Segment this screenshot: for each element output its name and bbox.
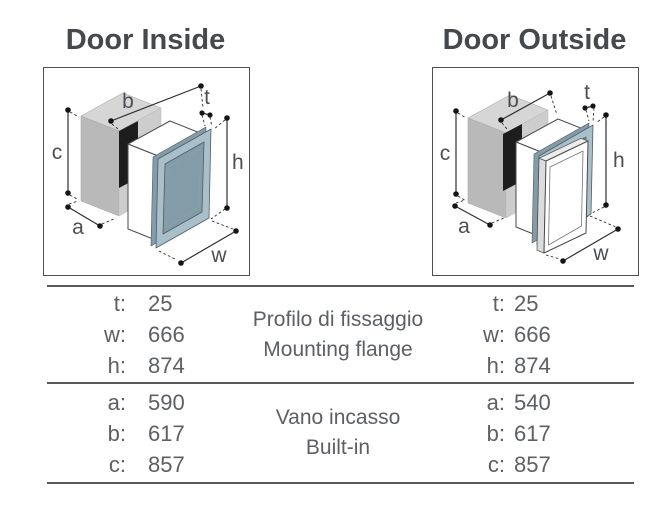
- outside-flange-values: [429, 287, 634, 382]
- dimension-table: [47, 285, 634, 484]
- dim-label-h: h: [232, 151, 244, 174]
- dim-pair: c: 857: [487, 451, 551, 477]
- section-label-built-in: [247, 384, 429, 482]
- dim-label-c: c: [439, 142, 451, 165]
- dim-pair: w: 666: [483, 322, 551, 347]
- diagram-box-door-outside: [432, 67, 639, 276]
- panel-title-door-outside: Door Outside: [442, 24, 627, 56]
- table-section-mounting-flange: [47, 287, 634, 384]
- dim-label-b: b: [507, 89, 519, 112]
- panel-title-door-inside: Door Inside: [65, 24, 226, 56]
- diagram-box-door-inside: [43, 67, 250, 276]
- dim-label-a: a: [72, 216, 84, 239]
- dimension-c: [52, 107, 79, 200]
- dimension-h: [592, 112, 625, 213]
- dimension-c: [440, 108, 466, 201]
- dim-label-t: t: [584, 81, 590, 104]
- dim-label-h: h: [613, 149, 625, 172]
- dim-pair: a: 540: [486, 389, 551, 415]
- section-label-en: Built-in: [305, 436, 371, 459]
- dim-label-c: c: [51, 141, 63, 164]
- dim-pair: t: 25: [492, 291, 539, 316]
- dim-pair: b: 617: [107, 420, 185, 446]
- section-label-mounting-flange: [247, 287, 429, 382]
- dim-pair: c: 857: [108, 451, 185, 477]
- dim-pair: h: 874: [107, 353, 185, 378]
- dim-label-t: t: [204, 86, 210, 109]
- dim-pair: b: 617: [486, 420, 551, 446]
- section-label-it: Vano incasso: [275, 406, 401, 429]
- outside-builtin-values: [429, 384, 634, 482]
- dim-pair: a: 590: [107, 389, 185, 415]
- dimension-h: [211, 115, 244, 219]
- dim-label-w: w: [211, 244, 227, 267]
- dim-label-a: a: [458, 215, 470, 238]
- dimension-t: [199, 86, 212, 127]
- dimension-t: [582, 81, 595, 122]
- dim-pair: t: 25: [113, 291, 173, 316]
- inside-builtin-values: [47, 384, 247, 482]
- isometric-diagram-outside: [433, 68, 638, 275]
- dim-pair: w: 666: [104, 322, 185, 347]
- dim-label-b: b: [122, 90, 134, 113]
- section-label-en: Mounting flange: [263, 337, 413, 361]
- isometric-diagram-inside: [44, 68, 249, 275]
- inside-flange-values: [47, 287, 247, 382]
- dim-pair: h: 874: [486, 353, 551, 378]
- table-section-built-in: [47, 384, 634, 482]
- section-label-it: Profilo di fissaggio: [252, 307, 424, 331]
- door-panel: [537, 138, 588, 253]
- dim-label-w: w: [593, 242, 609, 265]
